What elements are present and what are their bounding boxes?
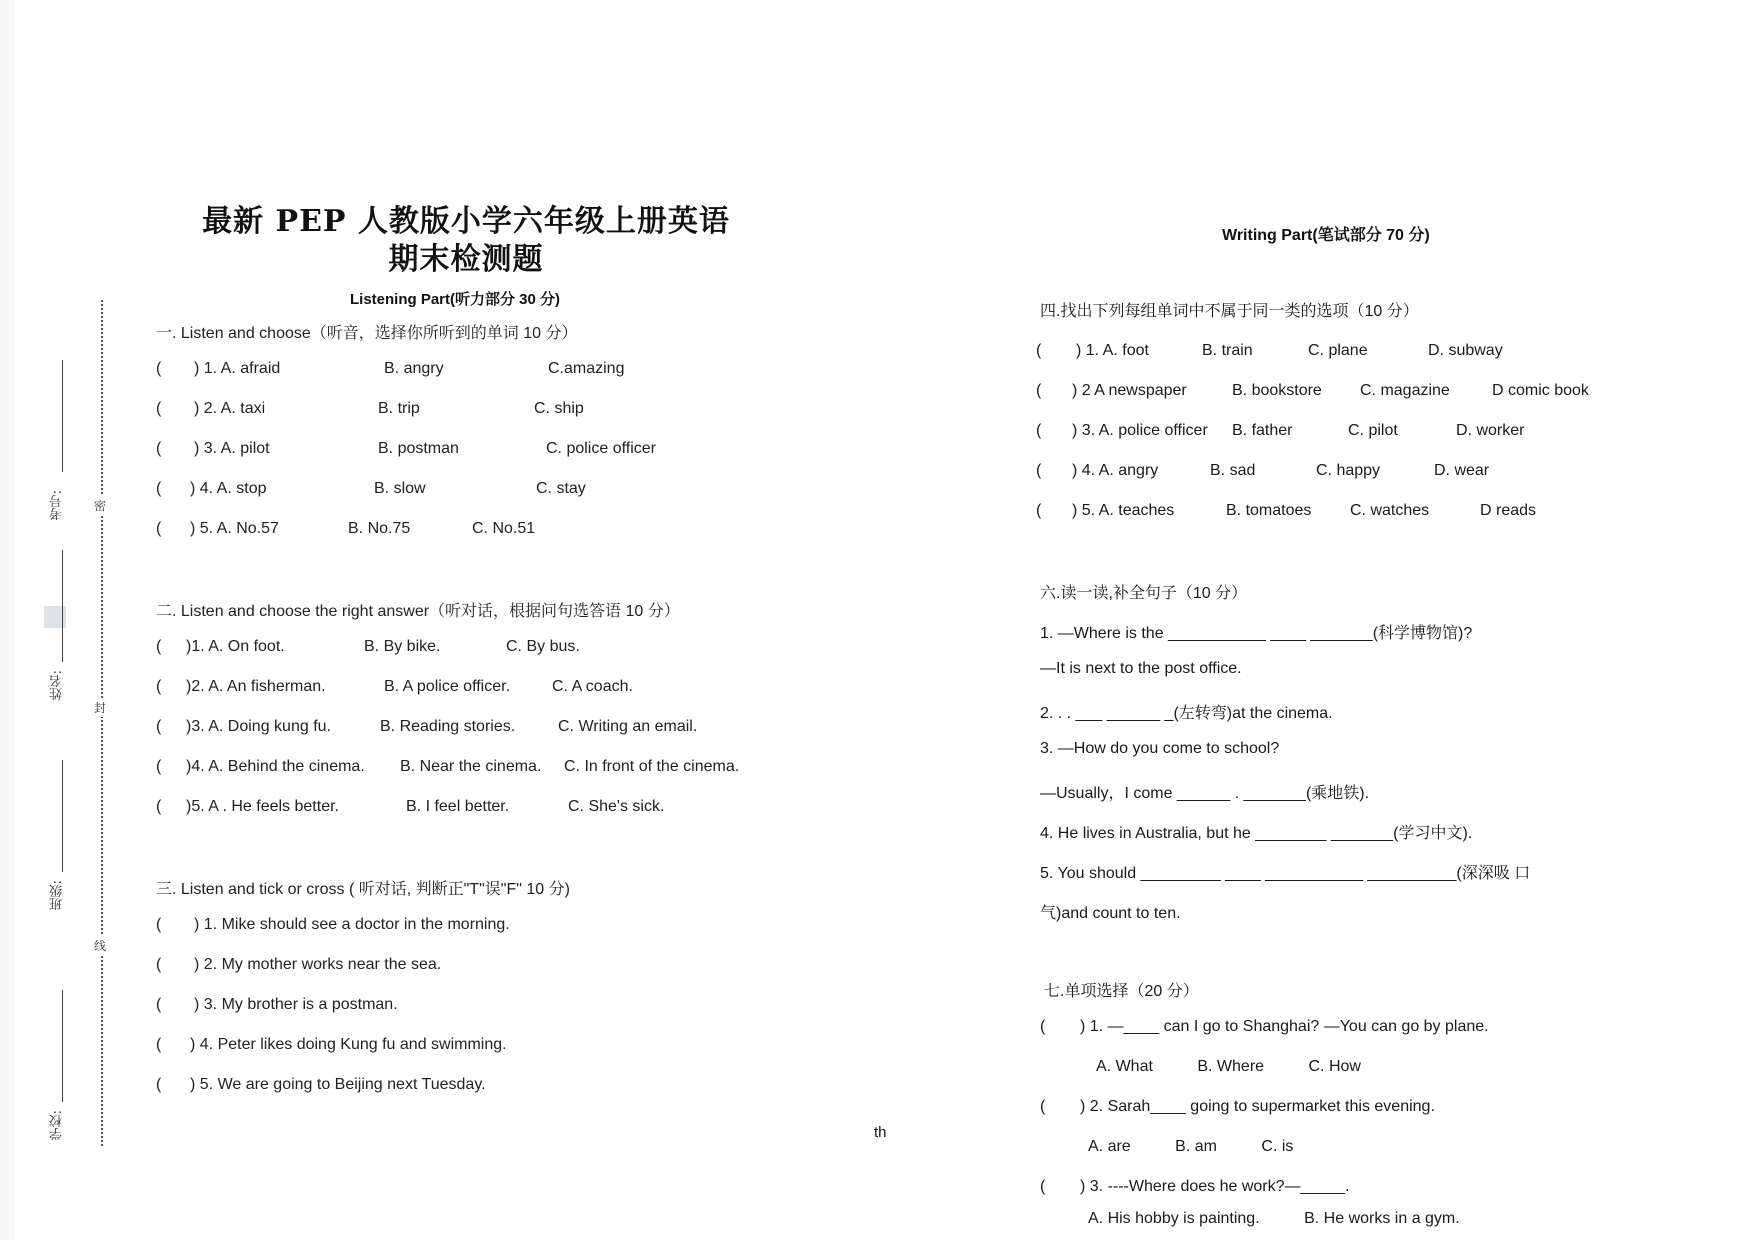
binding-mark-line: 线 xyxy=(94,936,106,955)
section1-heading: 一. Listen and choose（听音，选择你所听到的单词 10 分） xyxy=(156,325,578,342)
s6-q3-text: ) 3. ----Where does he work?—_____. xyxy=(1080,1178,1350,1195)
s1-question-1 xyxy=(156,360,756,380)
margin-label-school: 学校: xyxy=(50,1110,65,1141)
answer-paren: ( xyxy=(1036,502,1042,519)
section5-heading: 六.读一读,补全句子（10 分） xyxy=(1040,585,1248,602)
s4-question-4 xyxy=(1036,462,1676,482)
s3-q4-text: ) 4. Peter likes doing Kung fu and swimming. xyxy=(190,1036,507,1053)
s2-q5-c: C. She's sick. xyxy=(568,798,665,815)
s1-question-5 xyxy=(156,520,756,540)
s4-q1-b: B. train xyxy=(1202,342,1253,359)
binding-mark-close: 封 xyxy=(94,698,106,717)
section3-heading: 三. Listen and tick or cross ( 听对话, 判断正"T"误"F" 10 分) xyxy=(156,881,570,898)
answer-paren: ( xyxy=(156,400,162,417)
s4-q3-c: C. pilot xyxy=(1348,422,1398,439)
answer-paren: ( xyxy=(156,638,162,655)
s6-question-2 xyxy=(1040,1098,1600,1118)
s4-q5-d: D reads xyxy=(1480,502,1537,519)
s1-q2-a: ) 2. A. taxi xyxy=(194,400,266,417)
s2-q2-a: )2. A. An fisherman. xyxy=(186,678,326,695)
writing-part-heading: Writing Part(笔试部分 70 分) xyxy=(1222,227,1430,244)
s5-line-7: 5. You should _________ ____ ___________ __________(深深吸 口 xyxy=(1040,865,1531,882)
s4-q2-d: D comic book xyxy=(1492,382,1589,399)
s4-q1-a: ) 1. A. foot xyxy=(1076,342,1149,359)
s5-line-1: 1. —Where is the ___________ ____ _______(科学博物馆)? xyxy=(1040,625,1473,642)
s1-q3-c: C. police officer xyxy=(546,440,656,457)
margin-label-class: 班级: xyxy=(50,880,65,911)
s3-q2-text: ) 2. My mother works near the sea. xyxy=(194,956,442,973)
s2-q3-a: )3. A. Doing kung fu. xyxy=(186,718,331,735)
answer-paren: ( xyxy=(156,798,162,815)
s5-line-8: 气)and count to ten. xyxy=(1040,905,1181,922)
answer-paren: ( xyxy=(156,956,162,973)
s3-q5-text: ) 5. We are going to Beijing next Tuesday. xyxy=(190,1076,486,1093)
answer-paren: ( xyxy=(1040,1178,1046,1195)
s1-q3-a: ) 3. A. pilot xyxy=(194,440,270,457)
s6-question-1 xyxy=(1040,1018,1600,1038)
s4-question-2 xyxy=(1036,382,1676,402)
s1-q4-b: B. slow xyxy=(374,480,426,497)
s1-q3-b: B. postman xyxy=(378,440,459,457)
answer-paren: ( xyxy=(156,678,162,695)
s5-line-5: —Usually，I come ______ . _______(乘地铁). xyxy=(1040,785,1370,802)
s4-q2-b: B. bookstore xyxy=(1232,382,1322,399)
answer-paren: ( xyxy=(1040,1018,1046,1035)
answer-paren: ( xyxy=(156,1036,162,1053)
s2-q5-b: B. I feel better. xyxy=(406,798,510,815)
s2-q2-b: B. A police officer. xyxy=(384,678,511,695)
section2-heading: 二. Listen and choose the right answer（听对话，根据问句选答语 10 分） xyxy=(156,603,680,620)
s2-question-2 xyxy=(156,678,776,698)
section4-heading: 四.找出下列每组单词中不属于同一类的选项（10 分） xyxy=(1040,303,1419,320)
s6-q1-text: ) 1. —____ can I go to Shanghai? —You can go by plane. xyxy=(1080,1018,1489,1035)
margin-label-exam-number: 考号: xyxy=(50,490,65,521)
s4-q3-a: ) 3. A. police officer xyxy=(1072,422,1208,439)
s6-q2-options: A. are B. am C. is xyxy=(1088,1138,1294,1155)
s3-question-1 xyxy=(156,916,716,936)
s4-question-1 xyxy=(1036,342,1676,362)
answer-paren: ( xyxy=(1036,462,1042,479)
s3-q3-text: ) 3. My brother is a postman. xyxy=(194,996,398,1013)
s2-q3-c: C. Writing an email. xyxy=(558,718,698,735)
s4-question-3 xyxy=(1036,422,1676,442)
s1-q5-a: ) 5. A. No.57 xyxy=(190,520,279,537)
s4-q5-b: B. tomatoes xyxy=(1226,502,1312,519)
margin-rule-school xyxy=(62,990,63,1102)
answer-paren: ( xyxy=(156,916,162,933)
answer-paren: ( xyxy=(156,996,162,1013)
answer-paren: ( xyxy=(156,480,162,497)
s6-q1-options: A. What B. Where C. How xyxy=(1096,1058,1361,1075)
s3-question-2 xyxy=(156,956,716,976)
s5-line-6: 4. He lives in Australia, but he ________ _______(学习中文). xyxy=(1040,825,1473,842)
s5-line-3: 2. . . ___ ______ _(左转弯)at the cinema. xyxy=(1040,705,1333,722)
answer-paren: ( xyxy=(156,440,162,457)
s6-q3-options: A. His hobby is painting. B. He works in a gym. xyxy=(1088,1210,1460,1227)
s2-question-4 xyxy=(156,758,776,778)
s1-q5-c: C. No.51 xyxy=(472,520,536,537)
s4-q5-a: ) 5. A. teaches xyxy=(1072,502,1175,519)
answer-paren: ( xyxy=(156,360,162,377)
s2-question-3 xyxy=(156,718,776,738)
s1-question-3 xyxy=(156,440,756,460)
s2-q2-c: C. A coach. xyxy=(552,678,633,695)
s4-q1-c: C. plane xyxy=(1308,342,1368,359)
s6-question-3 xyxy=(1040,1178,1600,1198)
s2-q4-a: )4. A. Behind the cinema. xyxy=(186,758,365,775)
s2-q3-b: B. Reading stories. xyxy=(380,718,516,735)
s5-line-4: 3. —How do you come to school? xyxy=(1040,740,1280,757)
margin-rule-name xyxy=(62,550,63,662)
answer-paren: ( xyxy=(1036,342,1042,359)
s3-q1-text: ) 1. Mike should see a doctor in the morning. xyxy=(194,916,510,933)
s4-q3-b: B. father xyxy=(1232,422,1293,439)
section6-heading: 七.单项选择（20 分） xyxy=(1044,983,1199,1000)
s2-q1-c: C. By bus. xyxy=(506,638,580,655)
s4-q3-d: D. worker xyxy=(1456,422,1525,439)
exam-title-line2: 期末检测题 xyxy=(388,242,544,277)
s2-q1-b: B. By bike. xyxy=(364,638,441,655)
s4-q4-b: B. sad xyxy=(1210,462,1256,479)
s3-question-3 xyxy=(156,996,716,1016)
listening-part-heading: Listening Part(听力部分 30 分) xyxy=(350,291,561,308)
margin-rule-class xyxy=(62,760,63,872)
s2-q4-c: C. In front of the cinema. xyxy=(564,758,740,775)
s2-q1-a: )1. A. On foot. xyxy=(186,638,285,655)
s1-q1-c: C.amazing xyxy=(548,360,625,377)
scan-shadow-left xyxy=(0,0,14,1240)
s3-question-5 xyxy=(156,1076,716,1096)
s3-question-4 xyxy=(156,1036,716,1056)
margin-label-name: 姓名: xyxy=(50,670,65,701)
binding-dotted-line xyxy=(101,300,103,1146)
answer-paren: ( xyxy=(1040,1098,1046,1115)
s4-q4-d: D. wear xyxy=(1434,462,1490,479)
s1-question-4 xyxy=(156,480,756,500)
s1-q2-c: C. ship xyxy=(534,400,584,417)
answer-paren: ( xyxy=(1036,382,1042,399)
s4-q5-c: C. watches xyxy=(1350,502,1430,519)
s4-question-5 xyxy=(1036,502,1676,522)
s4-q1-d: D. subway xyxy=(1428,342,1503,359)
s5-line-2: —It is next to the post office. xyxy=(1040,660,1242,677)
s1-q1-b: B. angry xyxy=(384,360,444,377)
answer-paren: ( xyxy=(1036,422,1042,439)
s1-q4-a: ) 4. A. stop xyxy=(190,480,267,497)
answer-paren: ( xyxy=(156,718,162,735)
margin-rule-exam-number xyxy=(62,360,63,472)
s2-question-1 xyxy=(156,638,776,658)
s4-q2-c: C. magazine xyxy=(1360,382,1450,399)
s6-q2-text: ) 2. Sarah____ going to supermarket this evening. xyxy=(1080,1098,1435,1115)
s2-q4-b: B. Near the cinema. xyxy=(400,758,542,775)
s4-q4-c: C. happy xyxy=(1316,462,1381,479)
s1-q1-a: ) 1. A. afraid xyxy=(194,360,281,377)
s1-q2-b: B. trip xyxy=(378,400,420,417)
answer-paren: ( xyxy=(156,520,162,537)
answer-paren: ( xyxy=(156,758,162,775)
s4-q2-a: ) 2 A newspaper xyxy=(1072,382,1187,399)
s1-question-2 xyxy=(156,400,756,420)
s1-q5-b: B. No.75 xyxy=(348,520,411,537)
answer-paren: ( xyxy=(156,1076,162,1093)
s1-q4-c: C. stay xyxy=(536,480,586,497)
binding-mark-seal: 密 xyxy=(94,496,106,515)
exam-title-line1: 最新 PEP 人教版小学六年级上册英语 xyxy=(202,204,730,239)
center-mark: th xyxy=(874,1124,887,1141)
s2-question-5 xyxy=(156,798,776,818)
s4-q4-a: ) 4. A. angry xyxy=(1072,462,1159,479)
s2-q5-a: )5. A . He feels better. xyxy=(186,798,339,815)
